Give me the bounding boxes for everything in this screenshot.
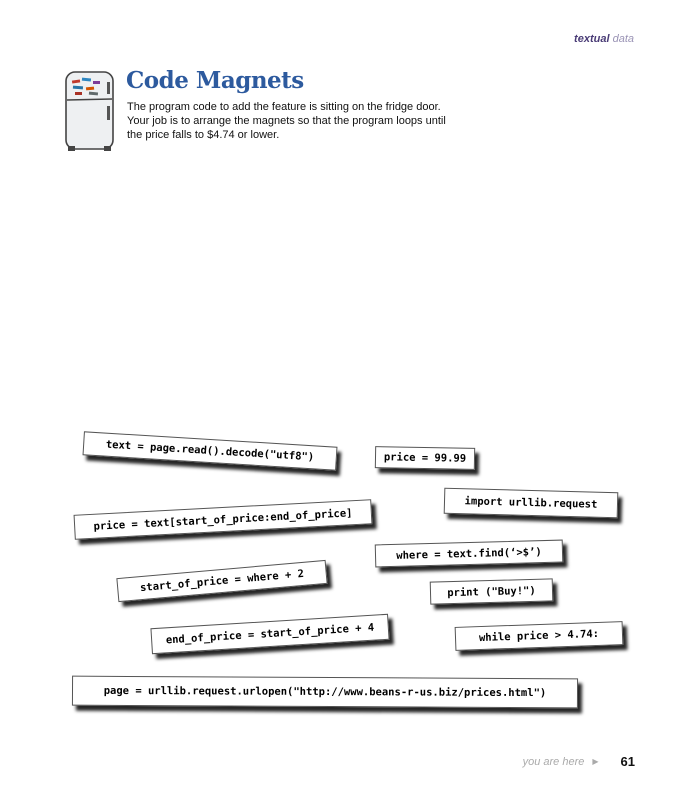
- triangle-right-icon: ▶: [592, 757, 599, 766]
- running-header-sub: data: [612, 33, 634, 45]
- magnet-where[interactable]: where = text.find(‘>$’): [375, 540, 564, 568]
- page-title: Code Magnets: [126, 67, 304, 94]
- fridge-icon: [63, 68, 117, 152]
- page-footer: [523, 754, 635, 769]
- magnet-start-of-price[interactable]: start_of_price = where + 2: [116, 560, 327, 602]
- running-header: [574, 33, 634, 45]
- running-header-section: textual: [574, 33, 610, 45]
- magnet-price-init[interactable]: price = 99.99: [375, 446, 475, 470]
- page-number: 61: [620, 754, 635, 769]
- magnet-print-buy[interactable]: print ("Buy!"): [430, 578, 554, 604]
- magnet-decode[interactable]: text = page.read().decode("utf8"): [83, 431, 338, 470]
- magnet-import[interactable]: import urllib.request: [444, 488, 619, 519]
- magnet-while-loop[interactable]: while price > 4.74:: [455, 621, 624, 651]
- you-are-here-label: you are here: [522, 755, 585, 768]
- magnet-urlopen[interactable]: page = urllib.request.urlopen("http://www.beans-r-us.biz/prices.html"): [72, 676, 578, 709]
- magnet-end-of-price[interactable]: end_of_price = start_of_price + 4: [150, 614, 389, 654]
- magnet-price-slice[interactable]: price = text[start_of_price:end_of_price]: [74, 499, 373, 540]
- intro-paragraph: The program code to add the feature is sitting on the fridge door. Your job is to arrange the magnets so that the program loops until the price falls to $4.74 or lower.: [127, 101, 446, 141]
